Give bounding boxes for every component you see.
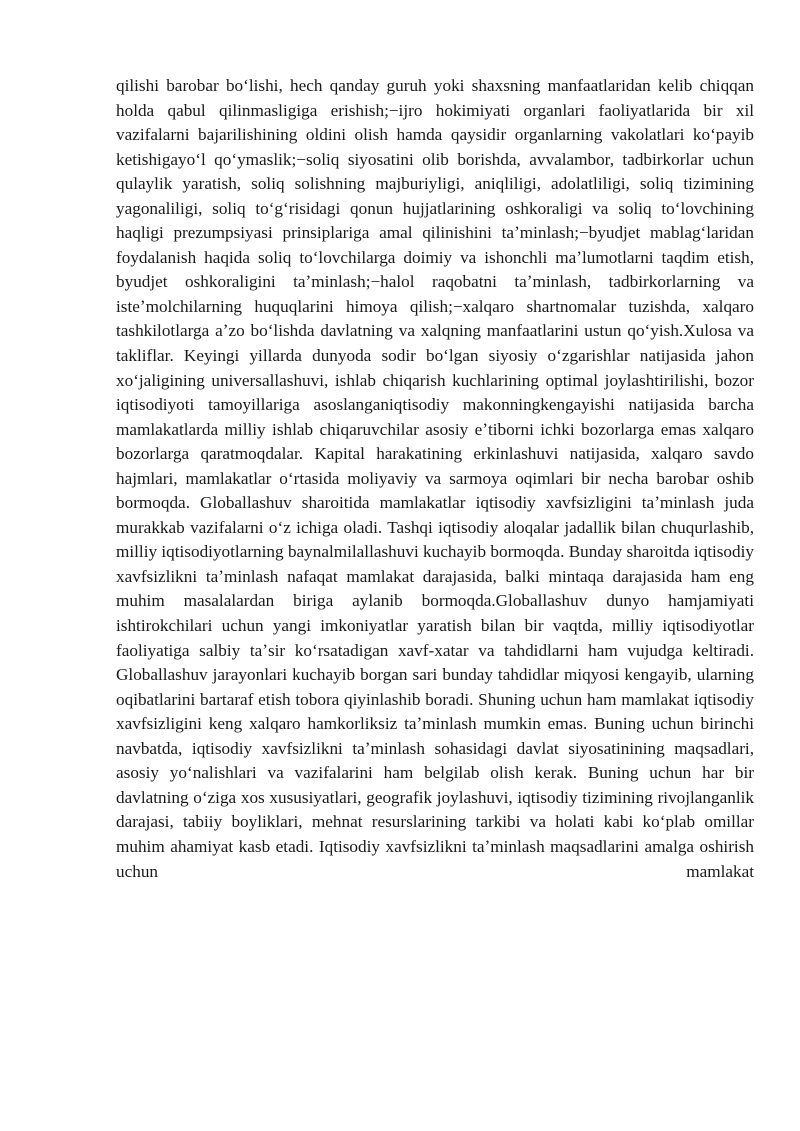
body-paragraph: qilishi barobar boʻlishi, hech qanday guruh yoki shaxsning manfaatlaridan kelib chiqqan holda qabul qilinmasligiga erishish;−ijro hokimiyati organlari faoliyatlarida bir xil vazifalarni bajarilishining oldini olish hamda qaysidir organlarning vakolatlari koʻpayib ketishigayoʻl qoʻymaslik;−soliq siyosatini olib borishda, avvalambor, tadbirkorlar uchun qulaylik yaratish, soliq solishning majburiyligi, aniqliligi, adolatliligi, soliq tizimining yagonaliligi, soliq toʻgʻrisidagi qonun hujjatlarining oshkoraligi va soliq toʻlovchining haqligi prezumpsiyasi prinsiplariga amal qilinishini taʼminlash;−byudjet mablagʻlaridan foydalanish haqida soliq toʻlovchilarga doimiy va ishonchli maʼlumotlarni taqdim etish, byudjet oshkoraligini taʼminlash;−halol raqobatni taʼminlash, tadbirkorlarning va isteʼmolchilarning huquqlarini himoya qilish;−xalqaro shartnomalar tuzishda, xalqaro tashkilotlarga aʼzo boʻlishda davlatning va xalqning manfaatlarini ustun qoʻyish.Xulosa va takliflar. Keyingi yillarda dunyoda sodir boʻlgan siyosiy oʻzgarishlar natijasida jahon xoʻjaligining universallashuvi, ishlab chiqarish kuchlarining optimal joylashtirilishi, bozor iqtisodiyoti tamoyillariga asoslanganiqtisodiy makonningkengayishi natijasida barcha mamlakatlarda milliy ishlab chiqaruvchilar asosiy eʼtiborni ichki bozorlarga emas xalqaro bozorlarga qaratmoqdalar. Kapital harakatining erkinlashuvi natijasida, xalqaro savdo hajmlari, mamlakatlar oʻrtasida moliyaviy va sarmoya oqimlari bir necha barobar oshib bormoqda. Globallashuv sharoitida mamlakatlar iqtisodiy xavfsizligini taʼminlash juda murakkab vazifalarni oʻz ichiga oladi. Tashqi iqtisodiy aloqalar jadallik bilan chuqurlashib, milliy iqtisodiyotlarning baynalmilallashuvi kuchayib bormoqda. Bunday sharoitda iqtisodiy xavfsizlikni taʼminlash nafaqat mamlakat darajasida, balki mintaqa darajasida ham eng muhim masalalardan biriga aylanib bormoqda.Globallashuv dunyo hamjamiyati ishtirokchilari uchun yangi imkoniyatlar yaratish bilan bir vaqtda, milliy iqtisodiyotlar faoliyatiga salbiy taʼsir koʻrsatadigan xavf-xatar va tahdidlarni ham vujudga keltiradi. Globallashuv jarayonlari kuchayib borgan sari bunday tahdidlar miqyosi kengayib, ularning oqibatlarini bartaraf etish tobora qiyinlashib boradi. Shuning uchun ham mamlakat iqtisodiy xavfsizligini keng xalqaro hamkorliksiz taʼminlash mumkin emas. Buning uchun birinchi navbatda, iqtisodiy xavfsizlikni taʼminlash sohasidagi davlat siyosatinining maqsadlari, asosiy yoʻnalishlari va vazifalarini ham belgilab olish kerak. Buning uchun har bir davlatning oʻziga xos xususiyatlari, geografik joylashuvi, iqtisodiy tizimining rivojlanganlik darajasi, tabiiy boyliklari, mehnat resurslarining tarkibi va holati kabi koʻplab omillar muhim ahamiyat kasb etadi. Iqtisodiy xavfsizlikni taʼminlash maqsadlarini amalga oshirish uchun mamlakat bbox=[116, 76, 754, 881]
